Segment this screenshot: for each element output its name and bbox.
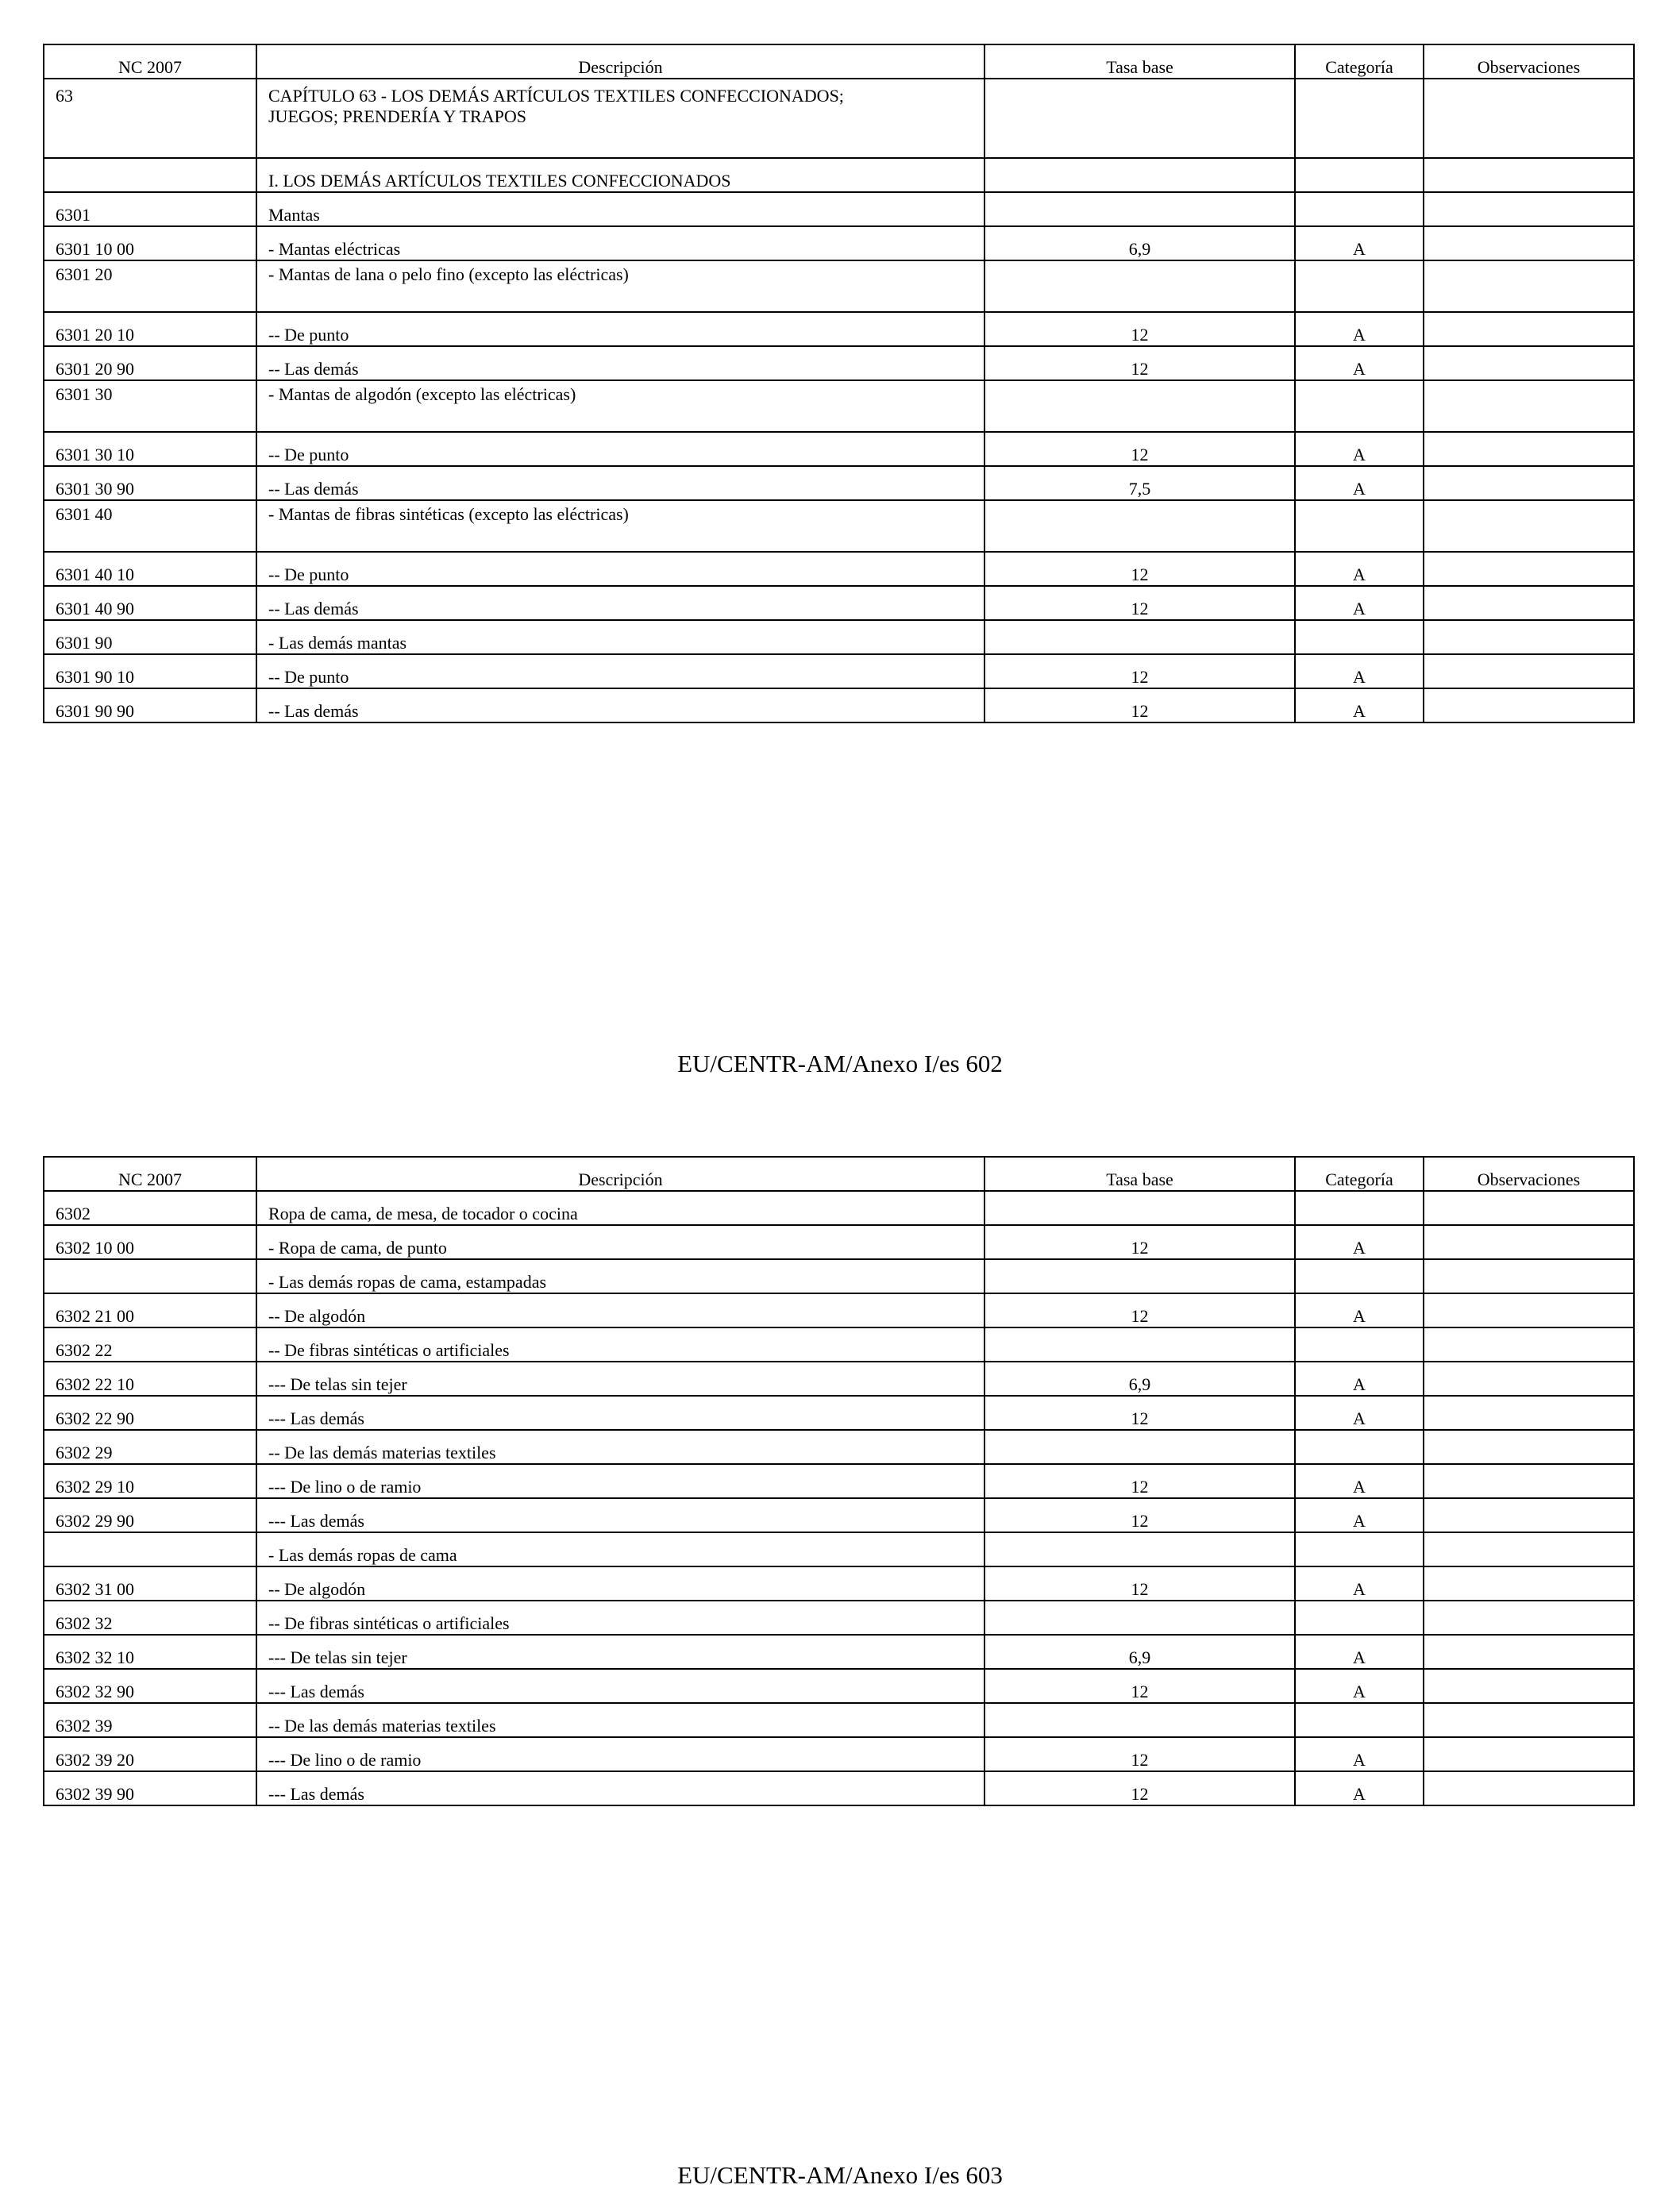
- cell-observaciones: [1424, 1327, 1634, 1362]
- cell-tasa-base: [984, 1532, 1295, 1566]
- cell-categoria: A: [1295, 1566, 1424, 1601]
- cell-categoria: A: [1295, 346, 1424, 380]
- cell-tasa-base: 12: [984, 312, 1295, 346]
- cell-nc-code: 6301 40: [44, 500, 256, 552]
- table-row: [44, 1259, 1634, 1293]
- cell-observaciones: [1424, 346, 1634, 380]
- cell-observaciones: [1424, 466, 1634, 500]
- cell-descripcion: -- De las demás materias textiles: [256, 1430, 984, 1464]
- cell-descripcion: --- De lino o de ramio: [256, 1464, 984, 1498]
- cell-descripcion: --- Las demás: [256, 1396, 984, 1430]
- cell-descripcion: CAPÍTULO 63 - LOS DEMÁS ARTÍCULOS TEXTILES CONFECCIONADOS; JUEGOS; PRENDERÍA Y TRAPOS: [256, 79, 984, 158]
- table-header-row: [44, 44, 1634, 79]
- cell-categoria: A: [1295, 1396, 1424, 1430]
- table-row: [44, 226, 1634, 260]
- cell-descripcion: - Las demás ropas de cama: [256, 1532, 984, 1566]
- cell-tasa-base: 12: [984, 1498, 1295, 1532]
- cell-nc-code: 6301 30 90: [44, 466, 256, 500]
- cell-descripcion: - Las demás mantas: [256, 620, 984, 654]
- header-descripcion: Descripción: [256, 44, 984, 79]
- cell-categoria: [1295, 158, 1424, 192]
- cell-nc-code: 6302 39 20: [44, 1737, 256, 1771]
- table-row: [44, 552, 1634, 586]
- cell-tasa-base: 12: [984, 432, 1295, 466]
- cell-categoria: [1295, 620, 1424, 654]
- cell-tasa-base: [984, 192, 1295, 226]
- table-row: [44, 1601, 1634, 1635]
- cell-nc-code: 6302 31 00: [44, 1566, 256, 1601]
- cell-categoria: [1295, 1259, 1424, 1293]
- cell-nc-code: 6301 90 90: [44, 688, 256, 722]
- cell-nc-code: 6301 20: [44, 260, 256, 312]
- cell-tasa-base: 12: [984, 1737, 1295, 1771]
- table-row: [44, 1327, 1634, 1362]
- cell-tasa-base: [984, 380, 1295, 432]
- cell-descripcion: --- De telas sin tejer: [256, 1635, 984, 1669]
- cell-descripcion: -- De punto: [256, 432, 984, 466]
- cell-observaciones: [1424, 1703, 1634, 1737]
- cell-descripcion: -- Las demás: [256, 586, 984, 620]
- cell-tasa-base: 6,9: [984, 226, 1295, 260]
- table-row: [44, 654, 1634, 688]
- cell-nc-code: 6302 32 90: [44, 1669, 256, 1703]
- cell-observaciones: [1424, 1293, 1634, 1327]
- header-nc: NC 2007: [44, 44, 256, 79]
- cell-nc-code: 6302 21 00: [44, 1293, 256, 1327]
- page-footer: EU/CENTR-AM/Anexo I/es 602: [677, 1050, 1003, 1077]
- cell-categoria: [1295, 1430, 1424, 1464]
- cell-tasa-base: 12: [984, 1669, 1295, 1703]
- cell-observaciones: [1424, 1396, 1634, 1430]
- table-row: [44, 1737, 1634, 1771]
- cell-nc-code: 6302 32 10: [44, 1635, 256, 1669]
- cell-tasa-base: [984, 1191, 1295, 1225]
- cell-nc-code: 6302 22 90: [44, 1396, 256, 1430]
- cell-tasa-base: 12: [984, 586, 1295, 620]
- table-row: [44, 1225, 1634, 1259]
- table-row: [44, 432, 1634, 466]
- header-observaciones: Observaciones: [1424, 1157, 1634, 1191]
- table-row: [44, 1191, 1634, 1225]
- cell-observaciones: [1424, 654, 1634, 688]
- table-row: [44, 1396, 1634, 1430]
- cell-nc-code: [44, 1532, 256, 1566]
- header-nc: NC 2007: [44, 1157, 256, 1191]
- table-row: [44, 260, 1634, 312]
- cell-nc-code: 6302 39: [44, 1703, 256, 1737]
- cell-tasa-base: [984, 1601, 1295, 1635]
- cell-observaciones: [1424, 226, 1634, 260]
- cell-descripcion: -- Las demás: [256, 688, 984, 722]
- cell-observaciones: [1424, 1601, 1634, 1635]
- table-row: [44, 1498, 1634, 1532]
- cell-categoria: A: [1295, 1635, 1424, 1669]
- cell-observaciones: [1424, 312, 1634, 346]
- table-row: [44, 1703, 1634, 1737]
- cell-categoria: [1295, 500, 1424, 552]
- cell-observaciones: [1424, 1771, 1634, 1805]
- cell-descripcion: -- Las demás: [256, 466, 984, 500]
- cell-tasa-base: [984, 260, 1295, 312]
- cell-descripcion: -- De fibras sintéticas o artificiales: [256, 1327, 984, 1362]
- cell-categoria: A: [1295, 1225, 1424, 1259]
- cell-observaciones: [1424, 552, 1634, 586]
- cell-categoria: A: [1295, 1771, 1424, 1805]
- cell-descripcion: --- De lino o de ramio: [256, 1737, 984, 1771]
- cell-categoria: [1295, 79, 1424, 158]
- cell-categoria: [1295, 260, 1424, 312]
- cell-categoria: [1295, 1601, 1424, 1635]
- table-row: [44, 158, 1634, 192]
- cell-observaciones: [1424, 1498, 1634, 1532]
- table-row: [44, 346, 1634, 380]
- cell-observaciones: [1424, 1532, 1634, 1566]
- cell-observaciones: [1424, 1566, 1634, 1601]
- cell-descripcion: -- Las demás: [256, 346, 984, 380]
- cell-tasa-base: 12: [984, 1464, 1295, 1498]
- cell-descripcion: - Mantas de algodón (excepto las eléctricas): [256, 380, 984, 432]
- cell-descripcion: -- De algodón: [256, 1566, 984, 1601]
- cell-descripcion: --- Las demás: [256, 1669, 984, 1703]
- cell-categoria: [1295, 380, 1424, 432]
- cell-categoria: A: [1295, 1293, 1424, 1327]
- cell-descripcion: --- Las demás: [256, 1771, 984, 1805]
- cell-observaciones: [1424, 1737, 1634, 1771]
- cell-tasa-base: [984, 620, 1295, 654]
- cell-observaciones: [1424, 1430, 1634, 1464]
- cell-observaciones: [1424, 1225, 1634, 1259]
- table-row: [44, 586, 1634, 620]
- tariff-table-page-602: [43, 44, 1635, 723]
- cell-categoria: A: [1295, 432, 1424, 466]
- cell-nc-code: 6301 90 10: [44, 654, 256, 688]
- table-row: [44, 1771, 1634, 1805]
- cell-nc-code: 6302 39 90: [44, 1771, 256, 1805]
- table-row: [44, 1532, 1634, 1566]
- cell-nc-code: 6302 29 10: [44, 1464, 256, 1498]
- cell-nc-code: 6302 29 90: [44, 1498, 256, 1532]
- cell-observaciones: [1424, 1464, 1634, 1498]
- cell-descripcion: -- De punto: [256, 552, 984, 586]
- cell-descripcion: - Mantas de lana o pelo fino (excepto las eléctricas): [256, 260, 984, 312]
- header-tasa-base: Tasa base: [984, 1157, 1295, 1191]
- table-row: [44, 1362, 1634, 1396]
- cell-categoria: A: [1295, 1669, 1424, 1703]
- table-row: [44, 1669, 1634, 1703]
- cell-observaciones: [1424, 79, 1634, 158]
- header-descripcion: Descripción: [256, 1157, 984, 1191]
- table-row: [44, 380, 1634, 432]
- cell-observaciones: [1424, 1635, 1634, 1669]
- cell-tasa-base: 12: [984, 552, 1295, 586]
- cell-descripcion: --- De telas sin tejer: [256, 1362, 984, 1396]
- cell-nc-code: 6301 40 10: [44, 552, 256, 586]
- cell-descripcion: -- De algodón: [256, 1293, 984, 1327]
- cell-tasa-base: [984, 1430, 1295, 1464]
- table-row: [44, 1293, 1634, 1327]
- cell-descripcion: I. LOS DEMÁS ARTÍCULOS TEXTILES CONFECCIONADOS: [256, 158, 984, 192]
- cell-descripcion: -- De las demás materias textiles: [256, 1703, 984, 1737]
- cell-observaciones: [1424, 1669, 1634, 1703]
- table-body: [44, 1191, 1634, 1805]
- table-row: [44, 466, 1634, 500]
- cell-nc-code: 6301 40 90: [44, 586, 256, 620]
- cell-categoria: A: [1295, 1464, 1424, 1498]
- cell-tasa-base: [984, 1259, 1295, 1293]
- page-footer: EU/CENTR-AM/Anexo I/es 603: [677, 2161, 1003, 2189]
- cell-nc-code: 6301 90: [44, 620, 256, 654]
- header-categoria: Categoría: [1295, 44, 1424, 79]
- cell-nc-code: 6302 29: [44, 1430, 256, 1464]
- cell-tasa-base: 12: [984, 688, 1295, 722]
- table-header-row: [44, 1157, 1634, 1191]
- cell-tasa-base: 12: [984, 1771, 1295, 1805]
- cell-observaciones: [1424, 500, 1634, 552]
- cell-tasa-base: [984, 158, 1295, 192]
- cell-nc-code: 6301 20 10: [44, 312, 256, 346]
- cell-descripcion: -- De fibras sintéticas o artificiales: [256, 1601, 984, 1635]
- cell-descripcion: Ropa de cama, de mesa, de tocador o cocina: [256, 1191, 984, 1225]
- cell-categoria: A: [1295, 226, 1424, 260]
- cell-tasa-base: 6,9: [984, 1635, 1295, 1669]
- cell-descripcion: - Mantas eléctricas: [256, 226, 984, 260]
- header-observaciones: Observaciones: [1424, 44, 1634, 79]
- table-row: [44, 1464, 1634, 1498]
- cell-descripcion: - Ropa de cama, de punto: [256, 1225, 984, 1259]
- cell-tasa-base: [984, 1703, 1295, 1737]
- cell-observaciones: [1424, 1191, 1634, 1225]
- cell-nc-code: 6302 22: [44, 1327, 256, 1362]
- cell-tasa-base: 12: [984, 1225, 1295, 1259]
- cell-nc-code: 6302: [44, 1191, 256, 1225]
- cell-nc-code: 6301 30 10: [44, 432, 256, 466]
- table-body: [44, 79, 1634, 722]
- cell-nc-code: 6301: [44, 192, 256, 226]
- table-row: [44, 1635, 1634, 1669]
- cell-nc-code: 63: [44, 79, 256, 158]
- cell-descripcion: --- Las demás: [256, 1498, 984, 1532]
- cell-descripcion: Mantas: [256, 192, 984, 226]
- cell-categoria: [1295, 1532, 1424, 1566]
- cell-observaciones: [1424, 688, 1634, 722]
- table-row: [44, 1566, 1634, 1601]
- cell-tasa-base: 7,5: [984, 466, 1295, 500]
- cell-observaciones: [1424, 620, 1634, 654]
- cell-tasa-base: 12: [984, 346, 1295, 380]
- cell-categoria: A: [1295, 1362, 1424, 1396]
- table-row: [44, 192, 1634, 226]
- cell-observaciones: [1424, 192, 1634, 226]
- table-row: [44, 312, 1634, 346]
- cell-observaciones: [1424, 1259, 1634, 1293]
- cell-observaciones: [1424, 1362, 1634, 1396]
- table-row: [44, 500, 1634, 552]
- cell-observaciones: [1424, 432, 1634, 466]
- cell-categoria: A: [1295, 1737, 1424, 1771]
- cell-tasa-base: 12: [984, 1396, 1295, 1430]
- cell-categoria: A: [1295, 1498, 1424, 1532]
- cell-tasa-base: 12: [984, 1566, 1295, 1601]
- cell-tasa-base: [984, 1327, 1295, 1362]
- cell-tasa-base: 6,9: [984, 1362, 1295, 1396]
- cell-categoria: [1295, 1327, 1424, 1362]
- cell-categoria: A: [1295, 688, 1424, 722]
- cell-tasa-base: 12: [984, 654, 1295, 688]
- header-categoria: Categoría: [1295, 1157, 1424, 1191]
- cell-nc-code: 6302 32: [44, 1601, 256, 1635]
- cell-tasa-base: [984, 500, 1295, 552]
- cell-nc-code: 6302 22 10: [44, 1362, 256, 1396]
- cell-nc-code: 6301 10 00: [44, 226, 256, 260]
- cell-descripcion: -- De punto: [256, 654, 984, 688]
- cell-nc-code: 6301 30: [44, 380, 256, 432]
- cell-descripcion: - Las demás ropas de cama, estampadas: [256, 1259, 984, 1293]
- cell-categoria: [1295, 192, 1424, 226]
- cell-categoria: A: [1295, 654, 1424, 688]
- cell-observaciones: [1424, 380, 1634, 432]
- cell-nc-code: 6301 20 90: [44, 346, 256, 380]
- table-row: [44, 1430, 1634, 1464]
- header-tasa-base: Tasa base: [984, 44, 1295, 79]
- cell-nc-code: [44, 1259, 256, 1293]
- cell-observaciones: [1424, 586, 1634, 620]
- cell-observaciones: [1424, 260, 1634, 312]
- table-row: [44, 688, 1634, 722]
- table-row: [44, 79, 1634, 158]
- cell-categoria: A: [1295, 586, 1424, 620]
- cell-descripcion: - Mantas de fibras sintéticas (excepto las eléctricas): [256, 500, 984, 552]
- tariff-table-page-603: [43, 1156, 1635, 1806]
- table-row: [44, 620, 1634, 654]
- cell-categoria: A: [1295, 552, 1424, 586]
- cell-nc-code: 6302 10 00: [44, 1225, 256, 1259]
- cell-tasa-base: [984, 79, 1295, 158]
- cell-tasa-base: 12: [984, 1293, 1295, 1327]
- cell-categoria: [1295, 1191, 1424, 1225]
- cell-nc-code: [44, 158, 256, 192]
- cell-descripcion: -- De punto: [256, 312, 984, 346]
- cell-observaciones: [1424, 158, 1634, 192]
- cell-categoria: A: [1295, 312, 1424, 346]
- cell-categoria: A: [1295, 466, 1424, 500]
- cell-categoria: [1295, 1703, 1424, 1737]
